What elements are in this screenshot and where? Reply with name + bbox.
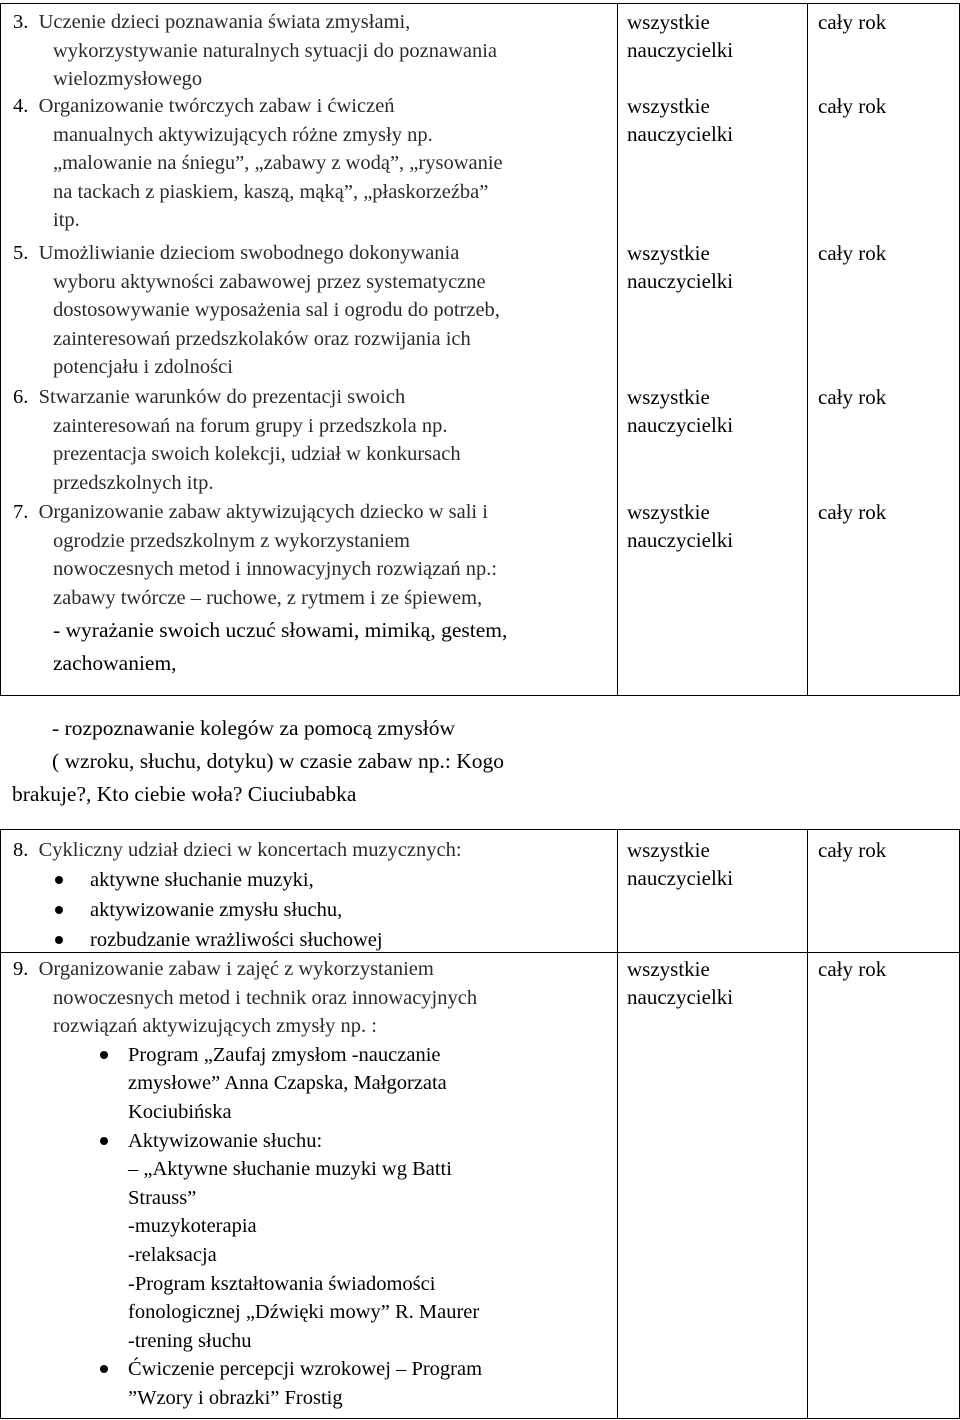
- who-text: wszystkie: [627, 94, 710, 118]
- who-text: wszystkie: [627, 838, 710, 862]
- item-text: Stwarzanie warunków do prezentacji swoich: [38, 386, 406, 408]
- continuation-line: - rozpoznawanie kolegów za pomocą zmysłów: [52, 716, 455, 740]
- who-text: wszystkie: [627, 10, 710, 34]
- item-text: nowoczesnych metod i technik oraz innowacyjnych: [53, 986, 478, 1009]
- continuation-line: ( wzroku, słuchu, dotyku) w czasie zabaw np.: Kogo: [52, 749, 504, 773]
- who-text: wszystkie: [627, 957, 710, 981]
- bullet-item: aktywne słuchanie muzyki,: [13, 865, 607, 895]
- bullet-item: rozbudzanie wrażliwości słuchowej: [13, 925, 607, 955]
- bullet-text: – „Aktywne słuchanie muzyki wg Batti: [128, 1158, 452, 1181]
- who-cell: [618, 4, 808, 695]
- who-cell: [618, 953, 808, 1418]
- who-text: nauczycielki: [627, 413, 734, 437]
- who-cell: [618, 830, 808, 952]
- who-text: wszystkie: [627, 241, 710, 265]
- when-text: cały rok: [818, 500, 887, 524]
- bullet-text: Kociubińska: [128, 1100, 232, 1123]
- table-row-top: [0, 3, 960, 696]
- task-cell: [1, 953, 618, 1418]
- item-number: 4.: [13, 95, 29, 117]
- item-5: [13, 239, 607, 383]
- bullet-text: -muzykoterapia: [128, 1215, 257, 1238]
- who-6: [627, 383, 807, 498]
- item-text: „malowanie na śniegu”, „zabawy z wodą”, „rysowanie: [53, 152, 503, 175]
- item-text: - wyrażanie swoich uczuć słowami, mimiką, gestem,: [53, 618, 508, 643]
- when-text: cały rok: [818, 838, 887, 862]
- item-text: prezentacja swoich kolekcji, udział w konkursach: [53, 443, 461, 466]
- item-text: wielozmysłowego: [53, 68, 203, 91]
- table-row-8: [0, 829, 960, 953]
- when-text: cały rok: [818, 94, 887, 118]
- item-text: manualnych aktywizujących różne zmysły np.: [53, 123, 433, 146]
- bullet-text: ”Wzory i obrazki” Frostig: [128, 1386, 343, 1409]
- item-7: [13, 498, 607, 680]
- bullet-text: -trening słuchu: [128, 1329, 252, 1352]
- item-text: ogrodzie przedszkolnym z wykorzystaniem: [53, 529, 410, 552]
- item-number: 8.: [13, 839, 29, 861]
- item-text: Organizowanie zabaw i zajęć z wykorzystaniem: [38, 958, 434, 980]
- item-6: [13, 383, 607, 498]
- item-text: zainteresowań przedszkolaków oraz rozwijania ich: [53, 327, 471, 350]
- when-text: cały rok: [818, 241, 887, 265]
- when-text: cały rok: [818, 10, 887, 34]
- who-text: wszystkie: [627, 385, 710, 409]
- item-4: [13, 92, 607, 239]
- when-cell: [808, 4, 959, 695]
- item-number: 5.: [13, 242, 29, 264]
- bullet-item: Program „Zaufaj zmysłom -nauczanie: [13, 1041, 607, 1070]
- who-text: nauczycielki: [627, 269, 734, 293]
- who-3: [627, 8, 807, 92]
- item-text: na tackach z piaskiem, kaszą, mąką”, „płaskorzeźba”: [53, 180, 489, 203]
- bullet-text: fonologicznej „Dźwięki mowy” R. Maurer: [128, 1301, 480, 1324]
- who-text: nauczycielki: [627, 866, 734, 890]
- item-text: Uczenie dzieci poznawania świata zmysłami,: [38, 11, 411, 33]
- continuation-text: [0, 696, 960, 829]
- item-text: nowoczesnych metod i innowacyjnych rozwiązań np.:: [53, 558, 498, 581]
- who-text: nauczycielki: [627, 985, 734, 1009]
- bullet-text: Strauss”: [128, 1186, 197, 1209]
- bullet-item: aktywizowanie zmysłu słuchu,: [13, 895, 607, 925]
- who-text: wszystkie: [627, 500, 710, 524]
- item-text: dostosowywanie wyposażenia sal i ogrodu do potrzeb,: [53, 299, 500, 322]
- item-text: zainteresowań na forum grupy i przedszkola np.: [53, 414, 448, 437]
- bullet-text: -relaksacja: [128, 1243, 217, 1266]
- when-text: cały rok: [818, 957, 887, 981]
- when-text: cały rok: [818, 385, 887, 409]
- who-text: nauczycielki: [627, 122, 734, 146]
- bullet-item: Aktywizowanie słuchu:: [13, 1127, 607, 1156]
- continuation-line: brakuje?, Kto ciebie woła? Ciuciubabka: [12, 782, 357, 806]
- item-text: przedszkolnych itp.: [53, 471, 214, 494]
- item-text: Cykliczny udział dzieci w koncertach muzycznych:: [38, 839, 462, 861]
- when-cell: [808, 953, 959, 1418]
- item-text: itp.: [53, 209, 80, 232]
- table-row-9: [0, 953, 960, 1419]
- bullet-text: zmysłowe” Anna Czapska, Małgorzata: [128, 1072, 447, 1095]
- item-number: 3.: [13, 11, 29, 33]
- item-text: zabawy twórcze – ruchowe, z rytmem i ze śpiewem,: [53, 586, 483, 609]
- when-cell: [808, 830, 959, 952]
- who-7: [627, 498, 807, 554]
- item-text: rozwiązań aktywizujących zmysły np. :: [53, 1015, 377, 1038]
- item-text: zachowaniem,: [53, 651, 177, 676]
- who-4: [627, 92, 807, 239]
- item-number: 6.: [13, 386, 29, 408]
- item-text: potencjału i zdolności: [53, 356, 233, 379]
- task-cell: [1, 830, 618, 952]
- task-cell: [1, 4, 618, 695]
- item-number: 9.: [13, 958, 29, 980]
- item-text: Organizowanie twórczych zabaw i ćwiczeń: [38, 95, 395, 117]
- item-text: wyboru aktywności zabawowej przez systematyczne: [53, 270, 486, 293]
- item-3: [13, 8, 607, 92]
- item-text: Umożliwianie dzieciom swobodnego dokonywania: [38, 242, 460, 264]
- item-text: Organizowanie zabaw aktywizujących dziecko w sali i: [38, 501, 488, 523]
- who-text: nauczycielki: [627, 38, 734, 62]
- bullet-item: Ćwiczenie percepcji wzrokowej – Program: [13, 1355, 607, 1384]
- bullet-text: -Program kształtowania świadomości: [128, 1272, 436, 1295]
- item-number: 7.: [13, 501, 29, 523]
- who-text: nauczycielki: [627, 528, 734, 552]
- item-text: wykorzystywanie naturalnych sytuacji do poznawania: [53, 39, 498, 62]
- who-5: [627, 239, 807, 383]
